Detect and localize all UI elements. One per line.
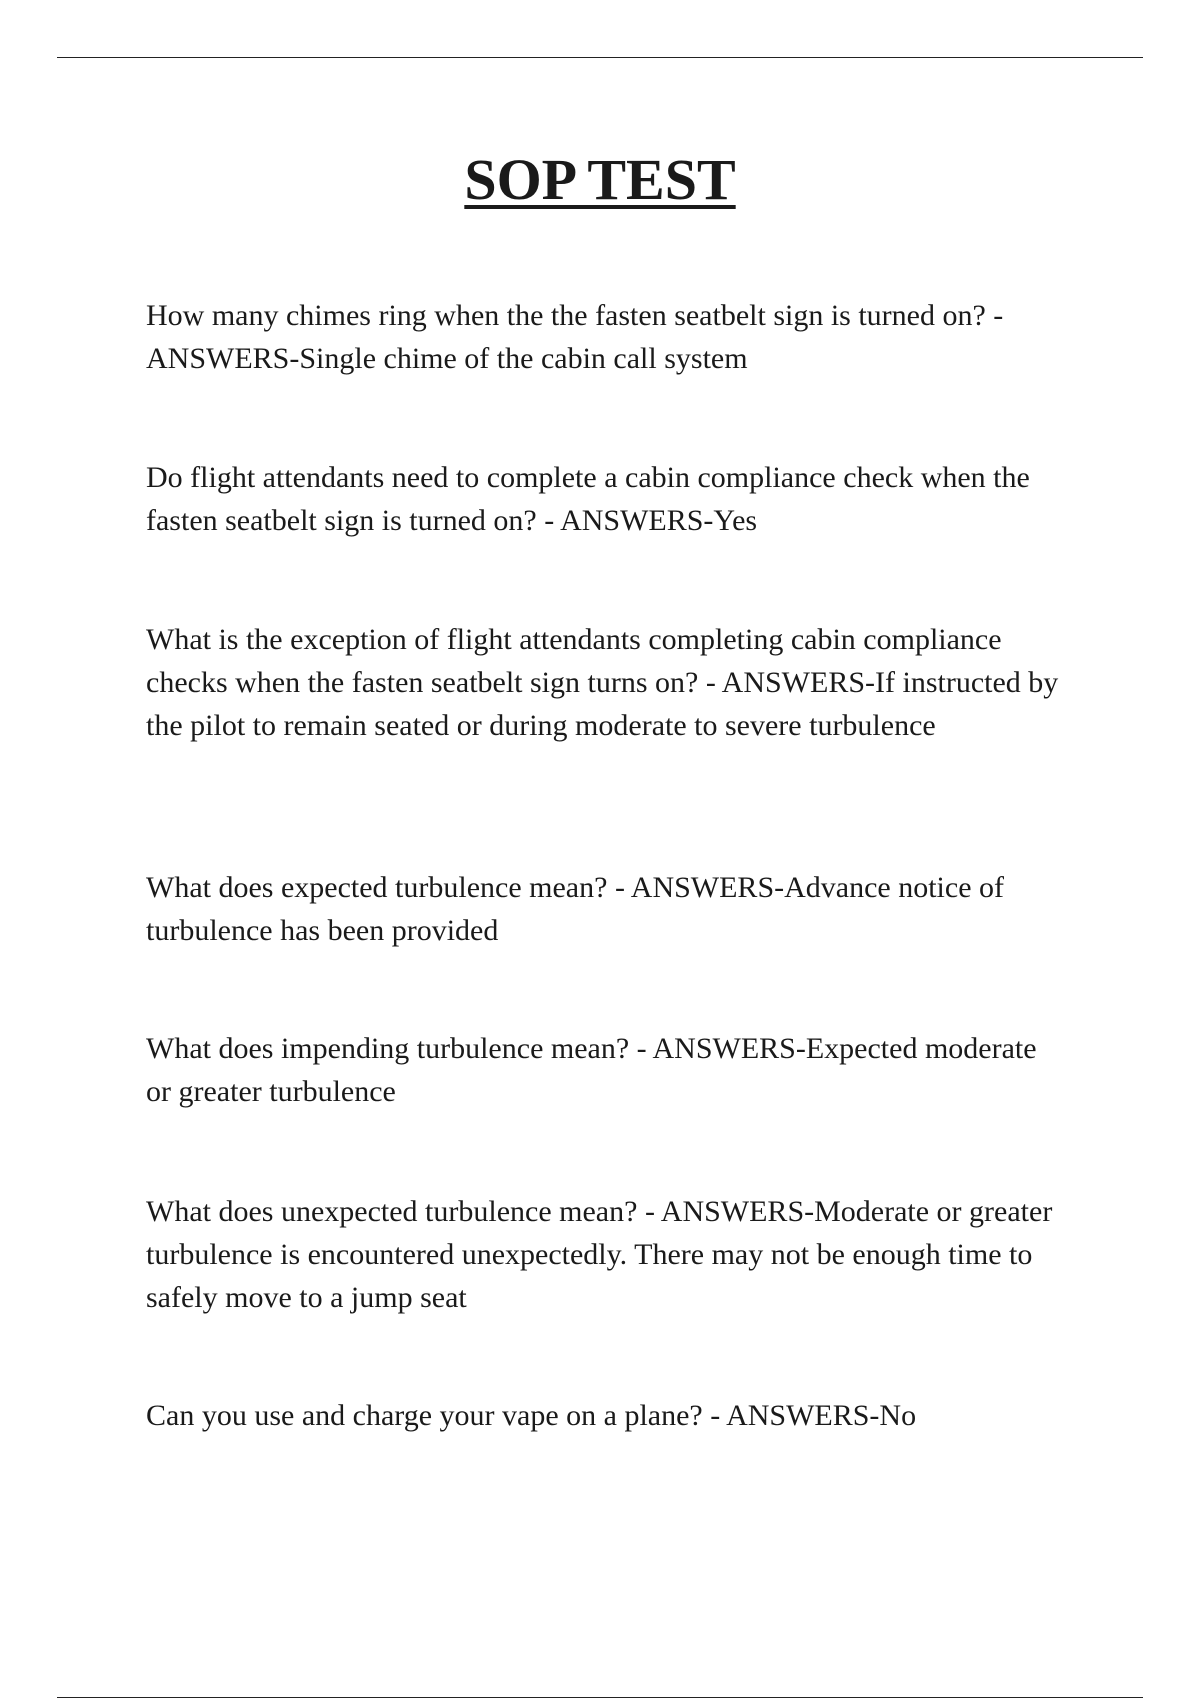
qa-item-2: Do flight attendants need to complete a cabin compliance check when the fasten seatbelt sign is turned on? - ANSWERS-Yes xyxy=(146,461,1030,537)
qa-item-3: What is the exception of flight attendants completing cabin compliance checks when the fasten seatbelt sign turns on? - ANSWERS-If instructed by the pilot to remain seated or during moderate to severe turbulence xyxy=(146,623,1059,742)
page-title xyxy=(0,148,1200,212)
top-divider xyxy=(57,57,1143,58)
qa-item-1: How many chimes ring when the the fasten seatbelt sign is turned on? - ANSWERS-Single chime of the cabin call system xyxy=(146,299,1004,375)
qa-item-7: Can you use and charge your vape on a plane? - ANSWERS-No xyxy=(146,1399,917,1432)
bottom-divider xyxy=(57,1697,1143,1698)
qa-item-4: What does expected turbulence mean? - ANSWERS-Advance notice of turbulence has been provided xyxy=(146,871,1005,947)
qa-item-6: What does unexpected turbulence mean? - ANSWERS-Moderate or greater turbulence is encountered unexpectedly. There may not be enough time to safely move to a jump seat xyxy=(146,1195,1053,1314)
page-title-text: SOP TEST xyxy=(464,147,736,212)
qa-item-5: What does impending turbulence mean? - ANSWERS-Expected moderate or greater turbulence xyxy=(146,1032,1037,1108)
